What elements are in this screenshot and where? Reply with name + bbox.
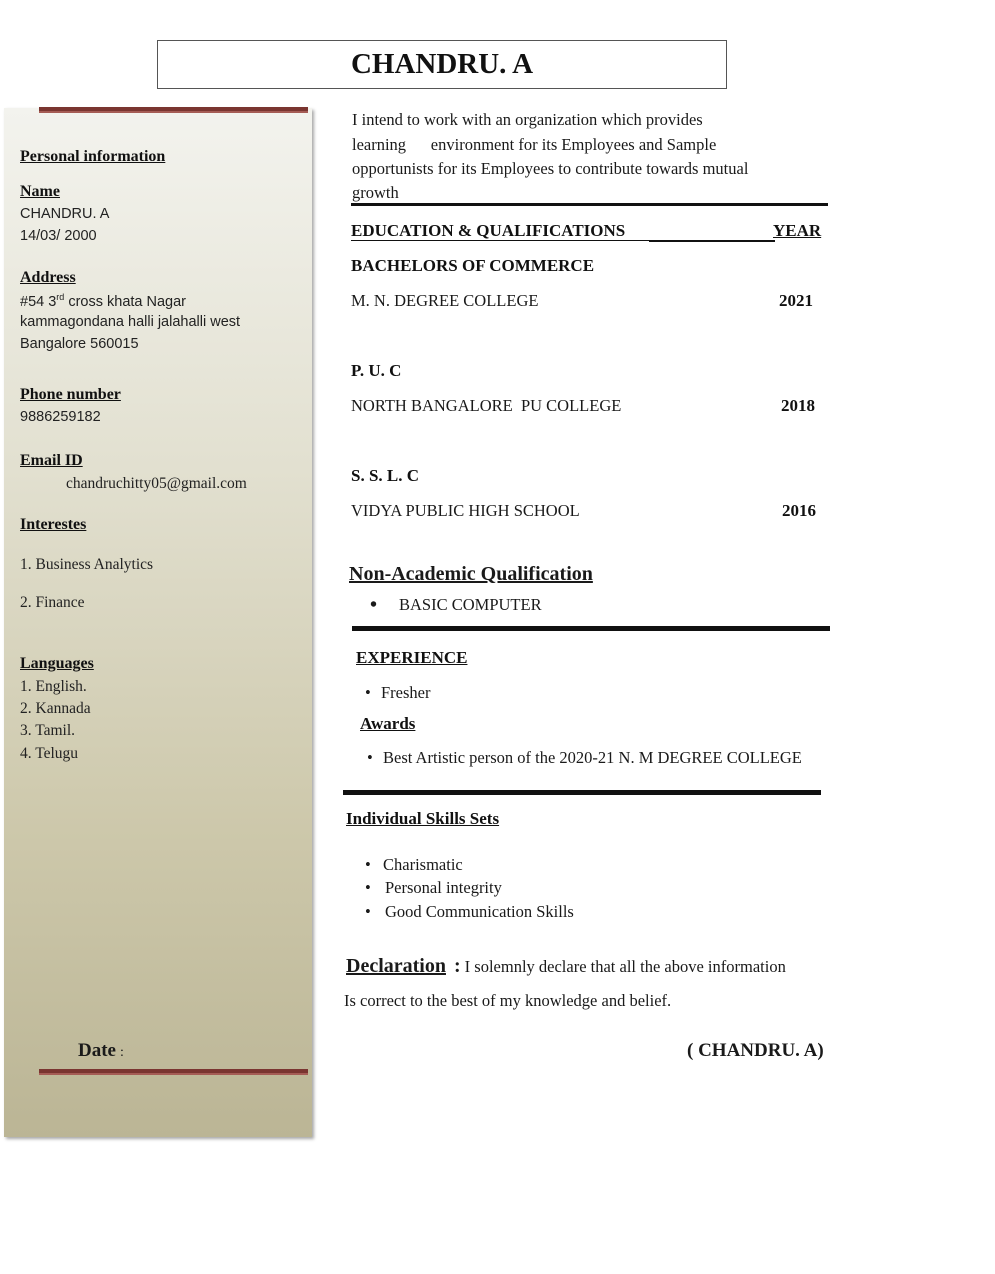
resume-title-box [157,40,727,89]
sidebar-bottom-rule [39,1069,308,1075]
address-line-1: #54 3rd cross khata Nagar [20,292,187,310]
resume-name-title: CHANDRU. A [350,48,534,80]
education-year: 2021 [779,291,813,310]
degree-name: S. S. L. C [351,466,420,485]
non-academic-heading: Non-Academic Qualification [349,563,593,585]
objective-line: I intend to work with an organization which provides [352,110,703,129]
name-label: Name [20,183,60,200]
skill-item: Personal integrity [385,878,502,897]
name-value: CHANDRU. A [20,206,110,222]
bullet-icon: • [365,902,371,921]
experience-heading: EXPERIENCE [356,648,468,667]
phone-label: Phone number [20,386,121,403]
email-label: Email ID [20,452,83,469]
institution-name: VIDYA PUBLIC HIGH SCHOOL [351,501,580,520]
skill-item: Charismatic [383,855,463,874]
year-heading: YEAR [773,221,822,240]
institution-name: NORTH BANGALORE PU COLLEGE [351,396,622,415]
skills-heading: Individual Skills Sets [346,809,500,828]
objective-line: learning environment for its Employees and Sample [352,135,717,154]
education-year: 2018 [781,396,815,415]
education-heading-underline [649,240,775,242]
institution-name: M. N. DEGREE COLLEGE [351,291,539,310]
language-item: 4. Telugu [20,745,79,762]
personal-info-heading: Personal information [20,148,166,165]
bullet-icon: • [365,683,371,702]
address-line-3: Bangalore 560015 [20,336,139,352]
sidebar-panel [4,108,312,1137]
bullet-icon: • [370,594,378,616]
date-field: Date : [78,1040,124,1061]
declaration-line-2: Is correct to the best of my knowledge and belief. [344,991,672,1010]
objective-line: growth [352,183,399,202]
address-line-2: kammagondana halli jalahalli west [20,314,241,330]
bullet-icon: • [367,748,373,767]
interest-item: 1. Business Analytics [20,556,154,573]
interests-label: Interestes [20,516,87,533]
language-item: 3. Tamil. [20,722,76,739]
email-value: chandruchitty05@gmail.com [66,475,247,492]
declaration-label: Declaration [346,955,446,977]
sidebar-top-rule [39,107,308,113]
address-label: Address [20,269,76,286]
objective-divider [351,203,828,206]
non-academic-item: BASIC COMPUTER [399,595,542,614]
declaration-line-1: Declaration : I solemnly declare that all the above information [346,955,786,977]
awards-heading: Awards [360,714,416,733]
bullet-icon: • [365,855,371,874]
bullet-icon: • [365,878,371,897]
experience-item: Fresher [381,683,431,702]
phone-value: 9886259182 [20,409,101,425]
section-divider [343,790,821,795]
degree-name: P. U. C [351,361,402,380]
education-year: 2016 [782,501,816,520]
education-heading: EDUCATION & QUALIFICATIONS [351,221,649,241]
language-item: 2. Kannada [20,700,91,717]
degree-name: BACHELORS OF COMMERCE [351,256,595,275]
language-item: 1. English. [20,678,87,695]
declaration-text: I solemnly declare that all the above information [464,957,786,976]
skill-item: Good Communication Skills [385,902,574,921]
signature-name: ( CHANDRU. A) [687,1040,824,1061]
languages-label: Languages [20,655,94,672]
award-item: Best Artistic person of the 2020-21 N. M DEGREE COLLEGE [383,748,802,767]
dob-value: 14/03/ 2000 [20,228,97,244]
section-divider [352,626,830,631]
interest-item: 2. Finance [20,594,85,611]
objective-line: opportunists for its Employees to contribute towards mutual [352,159,749,178]
